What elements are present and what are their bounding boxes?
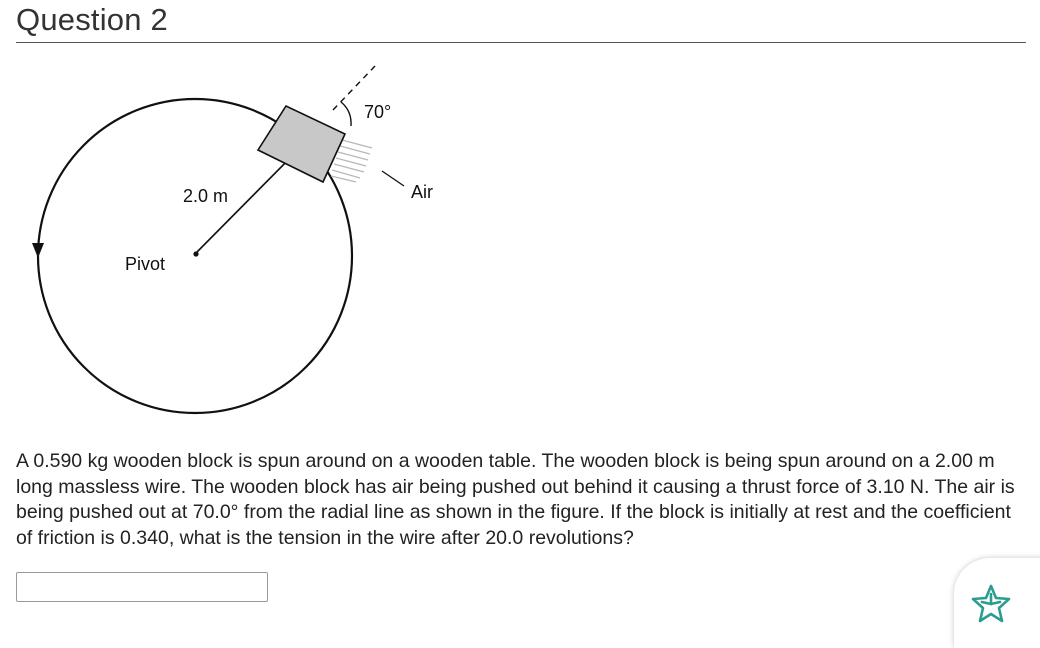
answer-field[interactable] — [16, 572, 268, 602]
pivot-dot — [193, 251, 198, 256]
direction-arrow — [32, 243, 44, 258]
question-body: A 0.590 kg wooden block is spun around on a wooden table. The wooden block is being spun around on a 2.00 m long massless wire. The wooden block has air being pushed out behind it causing a thrust force of 3.10 N. The air is being pushed out at 70.0° from the radial line as shown in the figure. If the block is initially at rest and the coefficient of friction is 0.340, what is the tension in the wire after 20.0 revolutions? — [16, 450, 1015, 549]
ai-assistant-icon — [968, 582, 1014, 628]
air-pointer-line — [382, 171, 404, 186]
question-title: Question 2 — [16, 2, 168, 37]
angle-arc — [341, 102, 351, 126]
physics-figure — [0, 56, 470, 416]
pivot-label: Pivot — [125, 254, 166, 274]
radius-label: 2.0 m — [183, 186, 229, 206]
assistant-button[interactable] — [954, 558, 1040, 648]
air-label: Air — [411, 182, 433, 202]
angle-label: 70° — [364, 102, 392, 122]
title-divider — [16, 42, 1026, 43]
